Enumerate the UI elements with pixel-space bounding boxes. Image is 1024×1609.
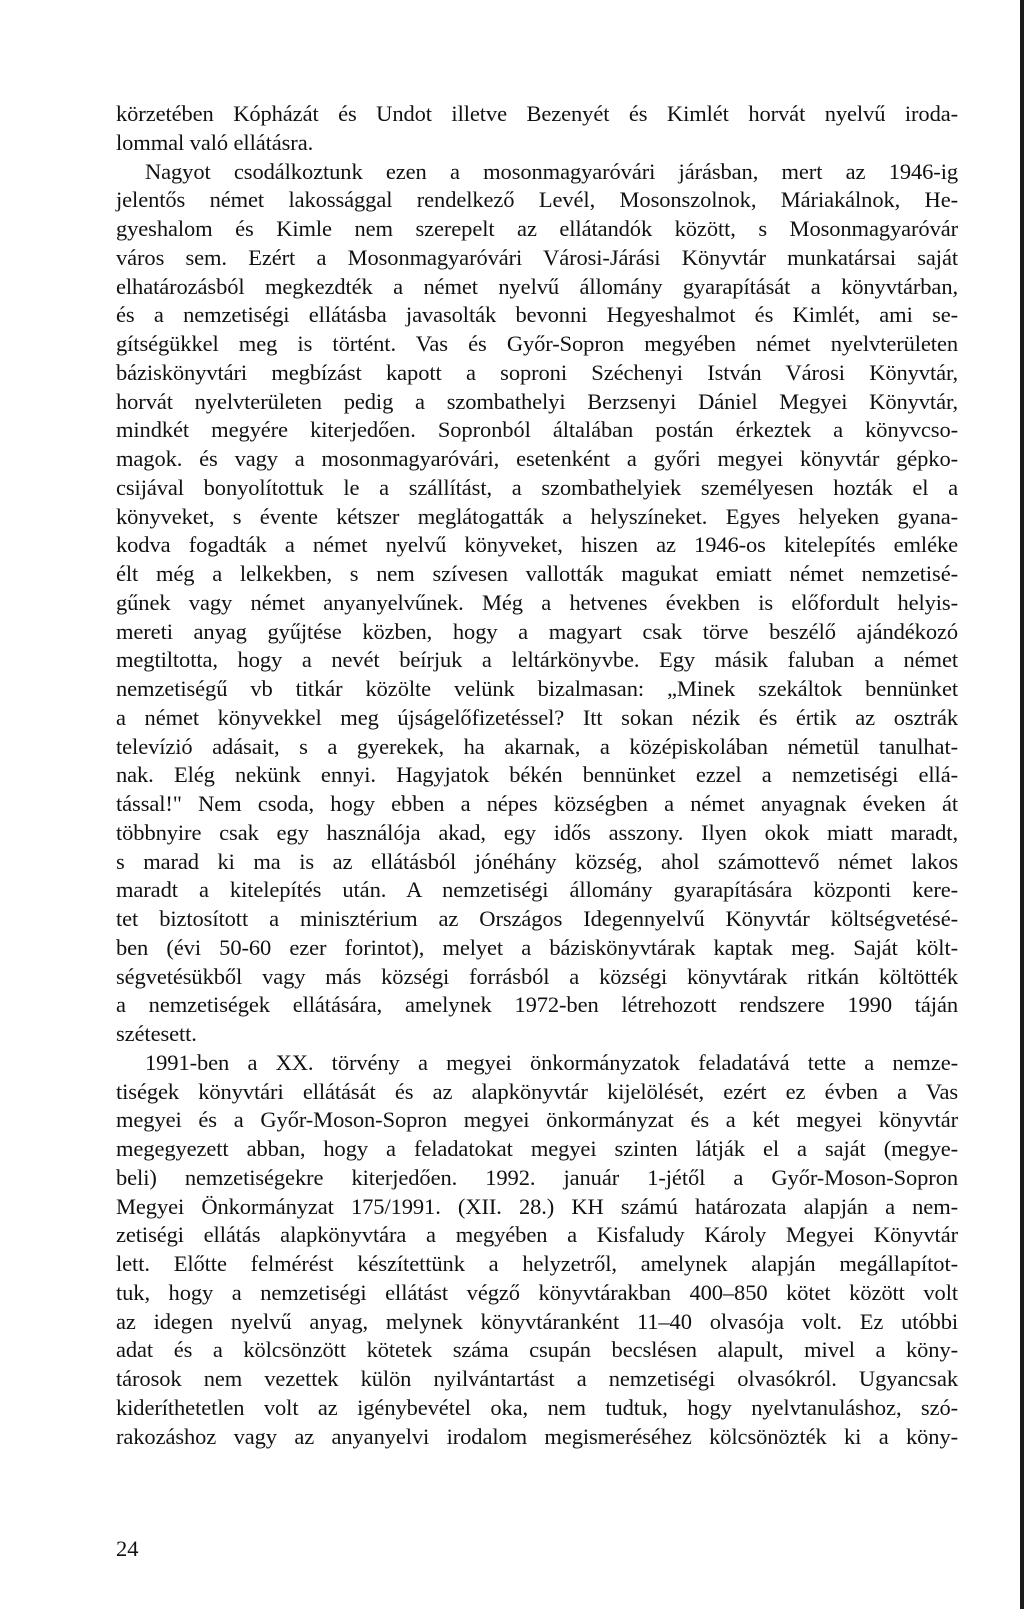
text-line: báziskönyvtári megbízást kapott a soproni Széchenyi István Városi Könyvtár, bbox=[116, 359, 958, 385]
text-line: maradt a kitelepítés után. A nemzetiségi állomány gyarapítására központi kere- bbox=[116, 877, 958, 903]
text-line: kodva fogadták a német nyelvű könyveket, hiszen az 1946-os kitelepítés emléke bbox=[116, 532, 958, 558]
text-line: s marad ki ma is az ellátásból jónéhány község, ahol számottevő német lakos bbox=[116, 848, 958, 874]
text-line: lommal való ellátásra. bbox=[116, 129, 314, 155]
text-line: mereti anyag gyűjtése közben, hogy a magyart csak törve beszélő ajándékozó bbox=[116, 618, 958, 644]
text-line: Megyei Önkormányzat 175/1991. (XII. 28.) KH számú határozata alapján a nem- bbox=[116, 1193, 958, 1219]
text-line: horvát nyelvterületen pedig a szombathelyi Berzsenyi Dániel Megyei Könyvtár, bbox=[116, 388, 958, 414]
text-line: televízió adásait, s a gyerekek, ha akarnak, a középiskolában németül tanulhat- bbox=[116, 733, 958, 759]
text-line: jelentős német lakossággal rendelkező Levél, Mosonszolnok, Máriakálnok, He- bbox=[116, 187, 958, 213]
text-line: csijával bonyolítottuk le a szállítást, a szombathelyiek személyesen hozták el a bbox=[116, 474, 958, 500]
text-line: megyei és a Győr-Moson-Sopron megyei önkormányzat és a két megyei könyvtár bbox=[116, 1107, 958, 1133]
text-line: 1991-ben a XX. törvény a megyei önkormányzatok feladatává tette a nemze- bbox=[145, 1049, 958, 1075]
page-number: 24 bbox=[116, 1536, 139, 1561]
text-line: beli) nemzetiségekre kiterjedően. 1992. január 1-jétől a Győr-Moson-Sopron bbox=[116, 1164, 958, 1190]
text-line: megtiltotta, hogy a nevét beírjuk a leltárkönyvbe. Egy másik faluban a német bbox=[116, 647, 958, 673]
text-line: tet biztosított a minisztérium az Országos Idegennyelvű Könyvtár költségvetésé- bbox=[116, 906, 958, 931]
text-line: élt még a lelkekben, s nem szívesen vallották magukat emiatt német nemzetisé- bbox=[116, 561, 958, 586]
text-line: magok. és vagy a mosonmagyaróvári, esetenként a győri megyei könyvtár gépko- bbox=[116, 446, 958, 471]
text-line: zetiségi ellátás alapkönyvtára a megyében a Kisfaludy Károly Megyei Könyvtár bbox=[116, 1222, 958, 1248]
body-text bbox=[116, 100, 958, 1451]
text-line: gűnek vagy német anyanyelvűnek. Még a hetvenes években is előfordult helyis- bbox=[116, 589, 958, 615]
text-line: tiségek könyvtári ellátását és az alapkönyvtár kijelölését, ezért ez évben a Vas bbox=[116, 1078, 958, 1104]
text-line: tással!" Nem csoda, hogy ebben a népes községben a német anyagnak éveken át bbox=[116, 791, 958, 816]
text-line: elhatározásból megkezdték a német nyelvű állomány gyarapítását a könyvtárban, bbox=[116, 273, 958, 299]
text-line: gyeshalom és Kimle nem szerepelt az ellátandók között, s Mosonmagyaróvár bbox=[116, 216, 958, 241]
text-line: ben (évi 50-60 ezer forintot), melyet a báziskönyvtárak kaptak meg. Saját költ- bbox=[116, 934, 958, 960]
text-line: tuk, hogy a nemzetiségi ellátást végző könyvtárakban 400–850 kötet között volt bbox=[116, 1279, 958, 1305]
text-line: többnyire csak egy használója akad, egy idős asszony. Ilyen okok miatt maradt, bbox=[116, 819, 958, 845]
text-line: megegyezett abban, hogy a feladatokat megyei szinten látják el a saját (megye- bbox=[116, 1136, 958, 1161]
text-line: gítségükkel meg is történt. Vas és Győr-Sopron megyében német nyelvterületen bbox=[116, 331, 958, 356]
text-line: az idegen nyelvű anyag, melynek könyvtáranként 11–40 olvasója volt. Ez utóbbi bbox=[116, 1308, 958, 1334]
text-line: mindkét megyére kiterjedően. Sopronból általában postán érkeztek a könyvcso- bbox=[116, 417, 958, 443]
text-line: nak. Elég nekünk ennyi. Hagyjatok békén bennünket ezzel a nemzetiségi ellá- bbox=[116, 762, 958, 788]
text-line: adat és a kölcsönzött kötetek száma csupán becslésen alapult, mivel a köny- bbox=[116, 1337, 958, 1363]
text-line: és a nemzetiségi ellátásba javasolták bevonni Hegyeshalmot és Kimlét, ami se- bbox=[116, 302, 958, 328]
page-edge-shadow bbox=[1020, 0, 1024, 1609]
text-line: lett. Előtte felmérést készítettünk a helyzetről, amelynek alapján megállapítot- bbox=[116, 1251, 958, 1276]
text-line: a nemzetiségek ellátására, amelynek 1972-ben létrehozott rendszere 1990 táján bbox=[116, 992, 958, 1018]
text-line: kideríthetetlen volt az igénybevétel oka, nem tudtuk, hogy nyelvtanuláshoz, szó- bbox=[116, 1394, 958, 1420]
text-line: ségvetésükből vagy más községi forrásból a községi könyvtárak ritkán költötték bbox=[116, 963, 958, 989]
text-line: könyveket, s évente kétszer meglátogatták a helyszíneket. Egyes helyeken gyana- bbox=[116, 503, 958, 529]
text-line: tárosok nem vezettek külön nyilvántartást a nemzetiségi olvasókról. Ugyancsak bbox=[116, 1366, 958, 1391]
text-line: város sem. Ezért a Mosonmagyaróvári Városi-Járási Könyvtár munkatársai saját bbox=[116, 244, 958, 270]
text-line: szétesett. bbox=[116, 1021, 197, 1046]
text-line: rakozáshoz vagy az anyanyelvi irodalom megismeréséhez kölcsönözték ki a köny- bbox=[116, 1423, 958, 1449]
text-line: nemzetiségű vb titkár közölte velünk bizalmasan: „Minek szekáltok bennünket bbox=[116, 676, 958, 701]
text-line: a német könyvekkel meg újságelőfizetéssel? Itt sokan nézik és értik az osztrák bbox=[116, 704, 958, 730]
text-line: körzetében Kópházát és Undot illetve Bezenyét és Kimlét horvát nyelvű iroda- bbox=[116, 101, 958, 126]
text-line: Nagyot csodálkoztunk ezen a mosonmagyaróvári járásban, mert az 1946-ig bbox=[145, 158, 958, 184]
